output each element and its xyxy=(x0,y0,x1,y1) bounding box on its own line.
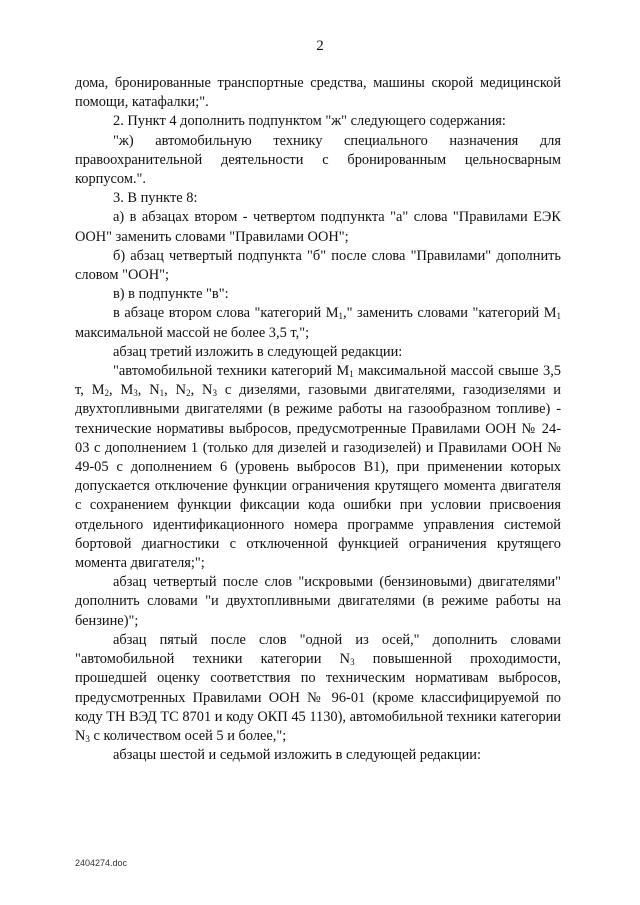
paragraph-abzac-5: абзац пятый после слов "одной из осей," дополнить словами "автомобильной техники категории $N_3$ повышенной проходимости, прошедшей оценку соответствия по техническим нормативам выбросов, предусмотренных Правилами ООН № 96-01 (кроме классифицируемой по коду ТН ВЭД ТС 8701 и коду ОКП 45 1130), автомобильной техники категории $N_3$ с количеством осей 5 и более,"; xyxy=(75,631,561,744)
file-name-footer: 2404274.doc xyxy=(75,858,128,868)
paragraph-subitem-v: в) в подпункте "в": xyxy=(113,286,229,303)
paragraph-item-3: 3. В пункте 8: xyxy=(113,190,198,207)
paragraph-abzac-4: абзац четвертый после слов "искровыми (бензиновыми) двигателями" дополнить словами "и двухтопливными двигателями (в режиме работы на бензине)"; xyxy=(75,574,561,629)
paragraph-subitem-a: а) в абзацах втором - четвертом подпункта "а" слова "Правилами ЕЭК ООН" заменить словами "Правилами ООН"; xyxy=(75,209,561,245)
paragraph-subitem-zh: "ж) автомобильную технику специального назначения для правоохранительной деятельности с бронированным цельносварным корпусом.". xyxy=(75,132,561,188)
paragraph-continuation: дома, бронированные транспортные средства, машины скорой медицинской помощи, катафалки;". xyxy=(75,75,561,111)
paragraph-subitem-b: б) абзац четвертый подпункта "б" после слова "Правилами" дополнить словом "ООН"; xyxy=(75,247,561,284)
paragraph-item-2: 2. Пункт 4 дополнить подпунктом "ж" следующего содержания: xyxy=(113,113,506,130)
document-body xyxy=(75,74,561,765)
paragraph-abzac-3-intro: абзац третий изложить в следующей редакции: xyxy=(113,343,403,360)
page-number: 2 xyxy=(316,38,324,54)
paragraph-abzac-2: в абзаце втором слова "категорий $M_1$," заменить словами "категорий $M_1$ максимальной массой не более 3,5 т,"; xyxy=(75,305,561,341)
paragraph-abzac-6-7: абзацы шестой и седьмой изложить в следующей редакции: xyxy=(113,747,481,764)
paragraph-abzac-3-text: "автомобильной техники категорий $M_1$ максимальной массой свыше 3,5 т, $M_2$, $M_3$, $N_1$, $N_2$, $N_3$ с дизелями, газовыми двигателями, газодизелями и двухтопливными двигателями (в режиме работы на газообразном топливе) - технические нормативы выбросов, предусмотренные Правилами ООН № 24-03 с дополнением 1 (только для дизелей и газодизелей) и Правилами ООН № 49-05 с дополнением 6 (уровень выбросов В1), при применении которых допускается отключение функции ограничения крутящего момента двигателя с сохранением функции фиксации кода ошибки при условии присвоения отдельного идентификационного номера программе управления системой бортовой диагностики с отключенной функцией ограничения крутящего момента двигателя;"; xyxy=(75,363,562,572)
